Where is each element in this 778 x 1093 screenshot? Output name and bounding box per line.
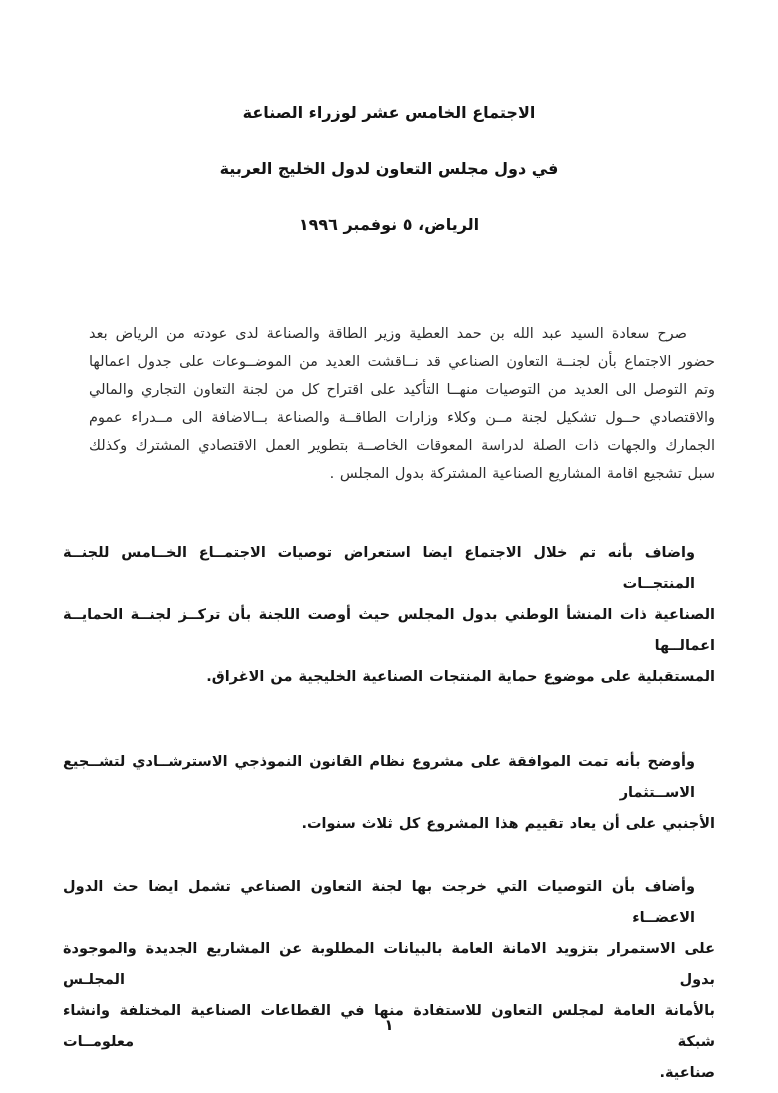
paragraph [89,320,715,488]
text-line: وتم التوصل الى العديد من التوصيات منهــا التأكيد على اقتراح كل من لجنة التعاون التجاري والمالي [89,382,715,398]
text-line: الصناعية ذات المنشأ الوطني بدول المجلس حيث أوصت اللجنة بأن تركــز لجنــة الحمايــة اعمالــها [63,607,715,654]
document-body [63,320,715,1089]
title-line-3-date-location: الرياض، ٥ نوفمبر ١٩٩٦ [298,215,480,234]
text-line: الجمارك والجهات ذات الصلة لدراسة المعوقات الخاصــة بتطوير العمل الاقتصادي المشترك وكذلك [89,438,715,454]
text-line: المستقبلية على موضوع حماية المنتجات الصناعية الخليجية من الاغراق. [206,669,715,685]
paragraph [63,872,715,1089]
text-line: والاقتصادي حــول تشكيل لجنة مــن وكلاء وزارات الطاقــة والصناعة بــالاضافة الى مــدراء عموم [89,410,715,426]
text-line: وأضاف بأن التوصيات التي خرجت بها لجنة التعاون الصناعي تشمل ايضا حث الدول الاعضــاء [63,879,695,926]
text-line: على الاستمرار بتزويد الامانة العامة بالبيانات المطلوبة عن المشاريع الجديدة والموجودة بدول المجلـس [63,941,715,988]
title-line-2: في دول مجلس التعاون لدول الخليج العربية [219,159,559,178]
paragraph [63,747,715,840]
text-line: واضاف بأنه تم خلال الاجتماع ايضا استعراض توصيات الاجتمــاع الخــامس للجنــة المنتجــات [63,545,695,592]
text-line: سبل تشجيع اقامة المشاريع الصناعية المشتركة بدول المجلس . [329,466,715,482]
paragraph [63,538,715,693]
document-header [63,102,715,270]
page-number: ١ [384,1016,394,1034]
text-line: صناعية. [659,1065,715,1081]
title-line-1: الاجتماع الخامس عشر لوزراء الصناعة [242,103,536,122]
text-line: الأجنبي على أن يعاد تقييم هذا المشروع كل ثلاث سنوات. [301,816,715,832]
text-line: حضور الاجتماع بأن لجنــة التعاون الصناعي قد نــاقشت العديد من الموضــوعات على جدول اعمالها [89,354,715,370]
text-line: بالأمانة العامة لمجلس التعاون للاستفادة منها في القطاعات الصناعية المختلفة وانشاء شبكة معلومــات [63,1003,715,1050]
text-line: وأوضح بأنه تمت الموافقة على مشروع نظام القانون النموذجي الاسترشــادي لتشــجيع الاســتثمار [63,754,695,801]
text-line: صرح سعادة السيد عبد الله بن حمد العطية وزير الطاقة والصناعة لدى عودته من الرياض بعد [89,326,687,342]
